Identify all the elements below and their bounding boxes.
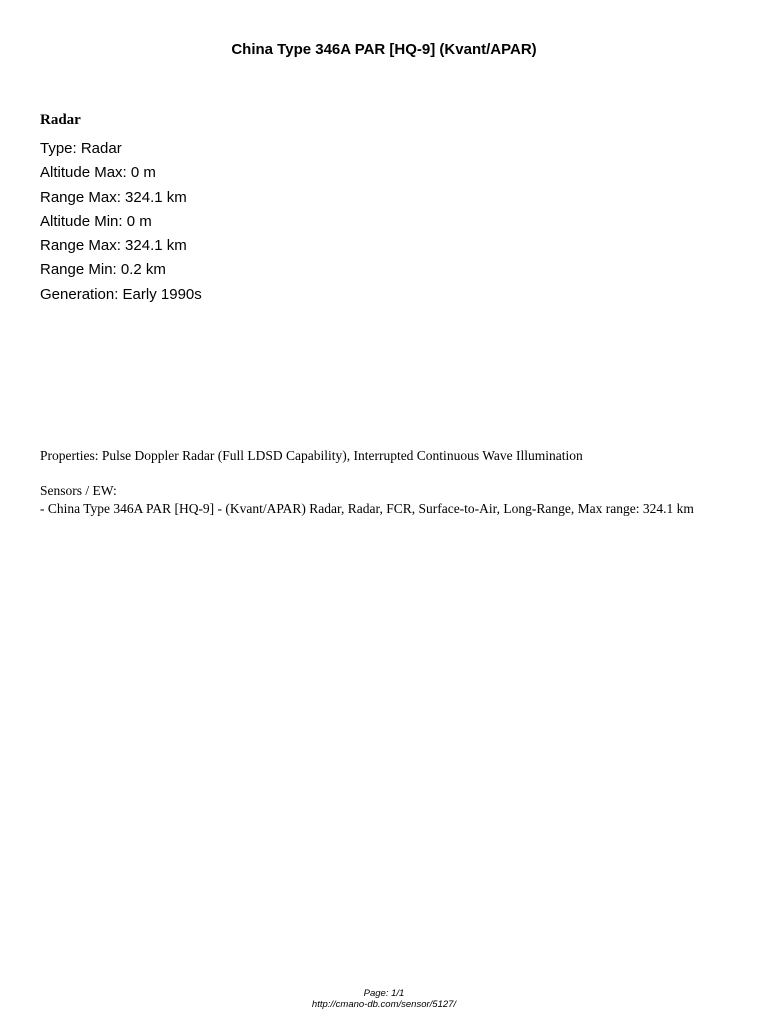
sensor-item: - China Type 346A PAR [HQ-9] - (Kvant/APAR) Radar, Radar, FCR, Surface-to-Air, Long-Range, Max range: 324.1 km xyxy=(40,501,694,516)
source-url: http://cmano-db.com/sensor/5127/ xyxy=(311,999,457,1010)
attribute-altitude-max: Altitude Max: 0 m xyxy=(40,164,156,182)
attribute-type: Type: Radar xyxy=(40,140,122,157)
page-number: Page: 1/1 xyxy=(363,988,405,999)
attribute-altitude-min: Altitude Min: 0 m xyxy=(40,212,152,230)
attribute-range-max-repeat: Range Max: 324.1 km xyxy=(40,237,187,255)
section-heading: Radar xyxy=(40,112,81,128)
properties-text: Properties: Pulse Doppler Radar (Full LDSD Capability), Interrupted Continuous Wave Illumination xyxy=(40,448,583,463)
page-title: China Type 346A PAR [HQ-9] (Kvant/APAR) xyxy=(231,41,537,58)
page-footer xyxy=(0,988,768,1010)
attribute-generation: Generation: Early 1990s xyxy=(40,285,202,303)
sensors-block xyxy=(40,482,730,518)
attribute-range-max: Range Max: 324.1 km xyxy=(40,188,187,206)
sensors-heading: Sensors / EW: xyxy=(40,483,117,498)
attribute-list xyxy=(40,139,202,309)
attribute-range-min: Range Min: 0.2 km xyxy=(40,261,166,279)
